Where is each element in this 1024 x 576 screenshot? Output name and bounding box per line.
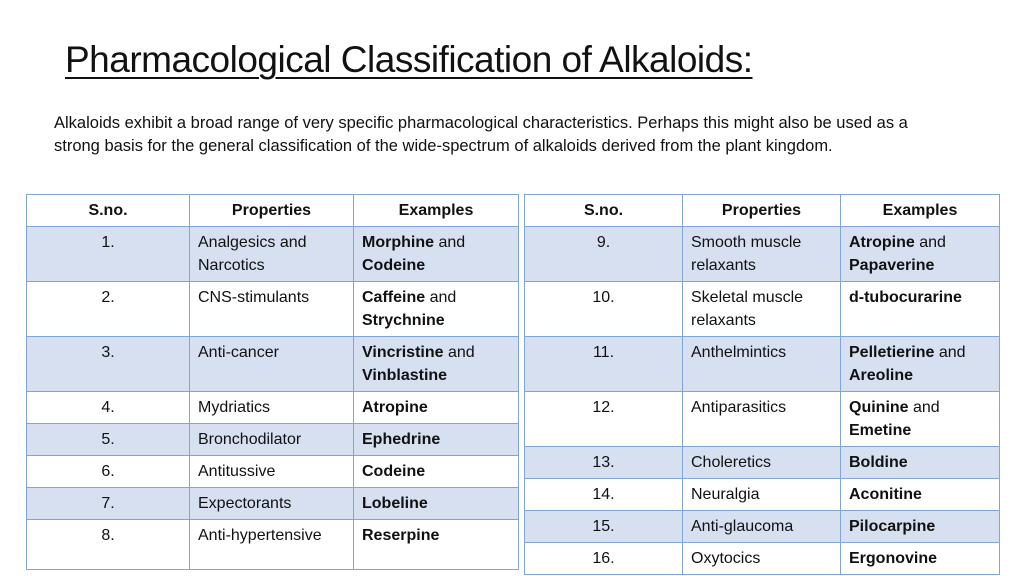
example-secondary: Emetine [849,422,912,439]
page-title: Pharmacological Classification of Alkaloids: [65,39,753,80]
table-row [525,479,1000,511]
example-secondary: Vinblastine [362,367,448,384]
row-examples [354,424,519,456]
row-property: CNS-stimulants [190,282,354,337]
table-row [525,227,1000,282]
example-primary: Pilocarpine [849,518,936,535]
row-property: Anthelmintics [683,337,841,392]
row-sno: 12. [525,392,683,447]
header-properties: Properties [683,195,841,227]
table-row [27,520,519,570]
table-row [27,227,519,282]
row-examples [354,520,519,570]
row-property: Oxytocics [683,543,841,575]
row-sno: 9. [525,227,683,282]
row-sno: 16. [525,543,683,575]
row-property: Anti-glaucoma [683,511,841,543]
table-row [27,392,519,424]
row-property: Anti-cancer [190,337,354,392]
header-examples: Examples [354,195,519,227]
table-row [525,511,1000,543]
example-joiner: and [908,399,940,416]
row-sno: 14. [525,479,683,511]
row-sno: 10. [525,282,683,337]
row-property: Expectorants [190,488,354,520]
row-property: Bronchodilator [190,424,354,456]
row-examples [841,337,1000,392]
table-row [27,456,519,488]
intro-paragraph: Alkaloids exhibit a broad range of very specific pharmacological characteristics. Perhaps this might also be used as a strong basis for the general classification of the wide-spectrum of alkaloids derived from the plant kingdom. [54,114,908,155]
row-sno: 6. [27,456,190,488]
row-sno: 3. [27,337,190,392]
example-joiner: and [934,344,966,361]
row-sno: 8. [27,520,190,570]
example-primary: Morphine [362,234,434,251]
example-primary: Codeine [362,463,426,480]
table-row [525,543,1000,575]
example-primary: Atropine [849,234,915,251]
example-secondary: Strychnine [362,312,445,329]
classification-table-left [26,194,519,570]
example-joiner: and [914,234,946,251]
row-property: Neuralgia [683,479,841,511]
example-primary: Pelletierine [849,344,935,361]
example-primary: Ephedrine [362,431,441,448]
table-row [525,282,1000,337]
example-joiner: and [434,234,466,251]
table-row [525,392,1000,447]
header-sno: S.no. [27,195,190,227]
header-sno: S.no. [525,195,683,227]
example-secondary: Areoline [849,367,914,384]
example-joiner: and [425,289,457,306]
example-primary: d-tubocurarine [849,289,962,306]
row-sno: 13. [525,447,683,479]
row-sno: 7. [27,488,190,520]
header-properties: Properties [190,195,354,227]
row-examples [841,392,1000,447]
row-examples [354,456,519,488]
table-row [27,488,519,520]
example-primary: Ergonovine [849,550,938,567]
row-property: Antitussive [190,456,354,488]
example-primary: Reserpine [362,527,440,544]
row-sno: 5. [27,424,190,456]
example-joiner: and [443,344,475,361]
row-examples [354,337,519,392]
row-sno: 4. [27,392,190,424]
row-sno: 2. [27,282,190,337]
row-property: Smooth muscle relaxants [683,227,841,282]
row-sno: 1. [27,227,190,282]
row-examples [354,392,519,424]
row-property: Choleretics [683,447,841,479]
row-examples [841,479,1000,511]
row-examples [841,511,1000,543]
table-row [27,337,519,392]
row-examples [354,227,519,282]
example-primary: Quinine [849,399,909,416]
row-property: Analgesics and Narcotics [190,227,354,282]
table-row [27,424,519,456]
row-examples [841,227,1000,282]
table-row [27,282,519,337]
example-primary: Boldine [849,454,908,471]
example-primary: Caffeine [362,289,426,306]
example-primary: Vincristine [362,344,444,361]
header-examples: Examples [841,195,1000,227]
row-property: Antiparasitics [683,392,841,447]
row-examples [841,543,1000,575]
classification-table-right [524,194,1000,575]
table-row [525,337,1000,392]
row-examples [354,488,519,520]
example-secondary: Papaverine [849,257,935,274]
row-property: Mydriatics [190,392,354,424]
row-examples [354,282,519,337]
row-property: Skeletal muscle relaxants [683,282,841,337]
row-examples [841,447,1000,479]
row-sno: 15. [525,511,683,543]
row-examples [841,282,1000,337]
example-secondary: Codeine [362,257,426,274]
row-sno: 11. [525,337,683,392]
example-primary: Atropine [362,399,428,416]
example-primary: Lobeline [362,495,428,512]
table-row [525,447,1000,479]
example-primary: Aconitine [849,486,922,503]
row-property: Anti-hypertensive [190,520,354,570]
